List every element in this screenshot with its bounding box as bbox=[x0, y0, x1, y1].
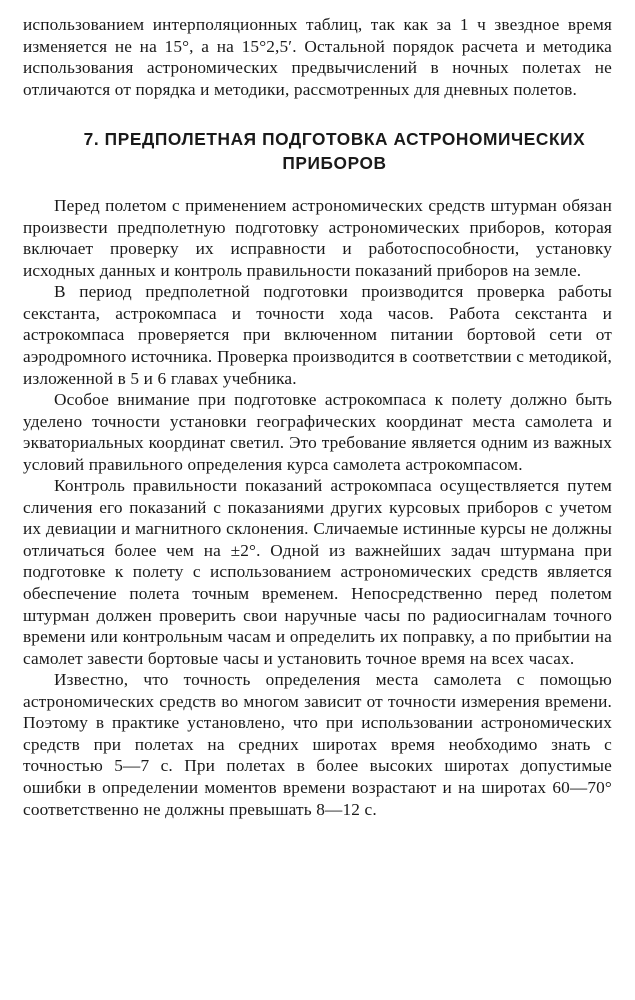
paragraph-time-accuracy: Известно, что точность определения места самолета с помощью астрономических средств во многом зависит от точности измерения времени. Поэтому в практике установлено, что при использовании астрономических средств при полетах на средних широтах время необходимо знать с точностью 5—7 с. При полетах в более высоких широтах допустимые ошибки в определении моментов времени возрастают и на широтах 60—70° соответственно не должны превышать 8—12 с. bbox=[23, 670, 612, 819]
intro-paragraph: использованием интерполяционных таблиц, так как за 1 ч звездное время изменяется не на 15°, а на 15°2,5′. Остальной порядок расчета и методика использования астрономических предвычислений в ночных полетах не отличаются от порядка и методики, рассмотренных для дневных полетов. bbox=[23, 15, 612, 99]
section-heading bbox=[23, 127, 612, 175]
paragraph-instrument-check: В период предполетной подготовки производится проверка работы секстанта, астрокомпаса и точности хода часов. Работа секстанта и астрокомпаса проверяется при включенном питании бортовой сети от аэродромного источника. Проверка производится в соответствии с методикой, изложенной в 5 и 6 главах учебника. bbox=[23, 282, 612, 388]
paragraph-heading-control: Контроль правильности показаний астрокомпаса осуществляется путем сличения его показаний с показаниями других курсовых приборов с учетом их девиации и магнитного склонения. Сличаемые истинные курсы не должны отличаться более чем на ±2°. Одной из важнейших задач штурмана при подготовке к полету с использованием астрономических средств является обеспечение полета точным временем. Непосредственно перед полетом штурман должен проверить свои наручные часы по радиосигналам точного времени или контрольным часам и определить их поправку, а по прибытии на самолет завести бортовые часы и установить точное время на всех часах. bbox=[23, 476, 612, 668]
section-heading-line-1: 7. ПРЕДПОЛЕТНАЯ ПОДГОТОВКА АСТРОНОМИЧЕСКИХ bbox=[83, 129, 586, 150]
paragraph-preflight-intro: Перед полетом с применением астрономических средств штурман обязан произвести предполетную подготовку астрономических приборов, которая включает проверку их исправности и работоспособности, установку исходных данных и контроль правильности показаний приборов на земле. bbox=[23, 196, 612, 280]
paragraph-astrocompass-coordinates: Особое внимание при подготовке астрокомпаса к полету должно быть уделено точности установки географических координат места самолета и экваториальных координат светил. Это требование является одним из важных условий правильного определения курса самолета астрокомпасом. bbox=[23, 390, 612, 474]
section-heading-line-2: ПРИБОРОВ bbox=[282, 153, 387, 174]
book-page bbox=[23, 14, 612, 820]
